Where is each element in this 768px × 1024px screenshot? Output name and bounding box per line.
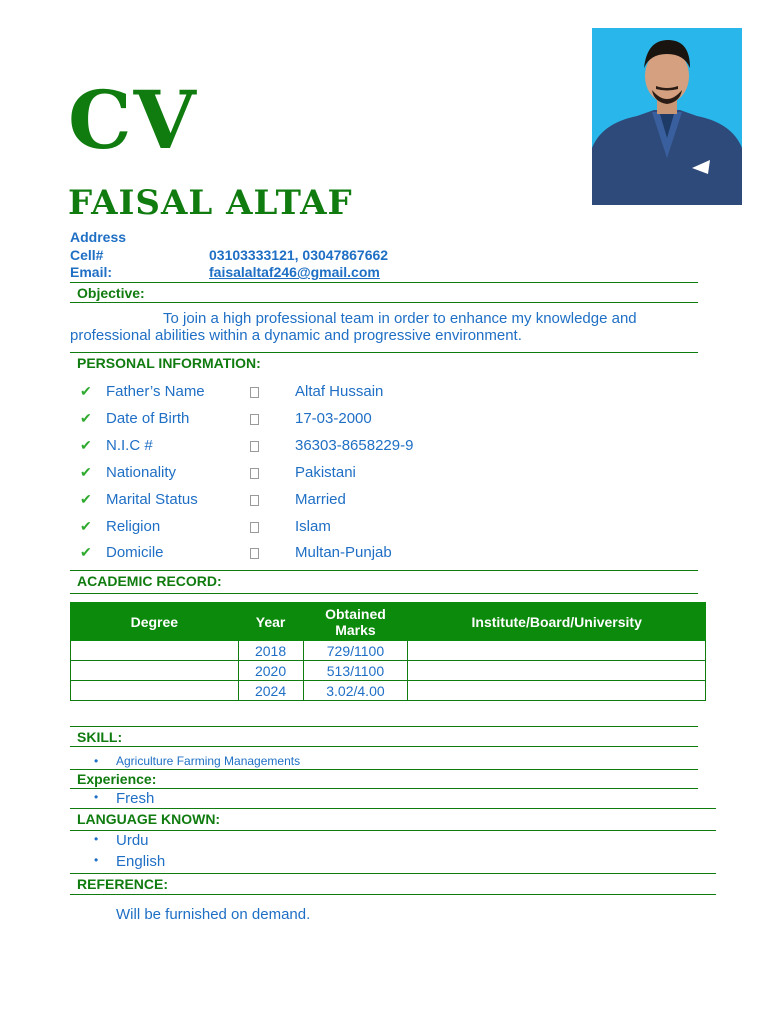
objective-line-2: professional abilities within a dynamic and progressive environment. [70,327,522,344]
language-item-text: Urdu [116,832,149,849]
cell-institute [408,681,706,701]
table-row [71,681,706,701]
placeholder-box-icon [250,495,259,506]
address-label: Address [70,229,127,245]
personal-key: Nationality [106,464,177,481]
profile-photo [592,28,742,205]
personal-key: Marital Status [106,491,198,508]
experience-item-text: Fresh [116,790,155,807]
personal-value: Altaf Hussain [295,383,384,400]
personal-value: 17-03-2000 [295,410,372,427]
personal-key: Religion [106,518,161,535]
divider [70,726,698,727]
personal-key: Domicile [106,544,164,561]
column-header-year: Year [238,603,303,641]
language-item [94,832,149,849]
divider [70,282,698,283]
placeholder-box-icon [250,468,259,479]
personal-info-heading: PERSONAL INFORMATION: [77,355,261,371]
check-icon: ✔ [80,437,92,453]
check-icon: ✔ [80,491,92,507]
objective-heading: Objective: [77,285,145,301]
cv-title: CV [68,73,198,167]
experience-item [94,790,155,807]
personal-value: Islam [295,518,331,535]
language-item [94,853,166,870]
cell-year: 2018 [238,641,303,661]
check-icon: ✔ [80,410,92,426]
check-icon: ✔ [80,383,92,399]
placeholder-box-icon [250,441,259,452]
experience-heading: Experience: [77,771,157,787]
table-header-row [71,603,706,641]
divider [70,302,698,303]
language-item-text: English [116,853,166,870]
personal-value: Married [295,491,346,508]
cell-marks: 729/1100 [303,641,408,661]
cell-degree [71,661,239,681]
column-header-marks-line-2: Marks [335,621,376,638]
table-row [71,641,706,661]
language-heading: LANGUAGE KNOWN: [77,811,221,827]
personal-key: N.I.C # [106,437,153,454]
divider [70,746,698,747]
personal-key: Father’s Name [106,383,205,400]
placeholder-box-icon [250,414,259,425]
divider [70,570,698,571]
academic-table [70,602,706,701]
divider [70,894,716,895]
objective-line-1: To join a high professional team in order to enhance my knowledge and [163,310,637,327]
cell-marks: 3.02/4.00 [303,681,408,701]
cell-institute [408,641,706,661]
column-header-degree: Degree [71,603,239,641]
bullet-icon: • [94,754,99,768]
divider [70,808,716,809]
personal-key: Date of Birth [106,410,190,427]
divider [70,788,698,789]
divider [70,830,716,831]
email-link[interactable]: faisalaltaf246@gmail.com [209,264,380,280]
personal-value: 36303-8658229-9 [295,437,414,454]
check-icon: ✔ [80,544,92,560]
academic-heading: ACADEMIC RECORD: [77,573,222,589]
divider [70,769,698,770]
cell-degree [71,641,239,661]
personal-value: Pakistani [295,464,356,481]
skill-item-text: Agriculture Farming Managements [116,754,301,768]
divider [70,593,698,594]
column-header-marks [303,603,408,641]
reference-heading: REFERENCE: [77,876,169,892]
cell-year: 2024 [238,681,303,701]
cell-marks: 513/1100 [303,661,408,681]
cell-institute [408,661,706,681]
check-icon: ✔ [80,518,92,534]
bullet-icon: • [94,832,99,846]
skill-heading: SKILL: [77,729,123,745]
divider [70,352,698,353]
column-header-institute: Institute/Board/University [408,603,706,641]
placeholder-box-icon [250,522,259,533]
check-icon: ✔ [80,464,92,480]
personal-value: Multan-Punjab [295,544,392,561]
candidate-name: FAISAL ALTAF [68,183,353,223]
email-label: Email: [70,264,113,280]
table-row [71,661,706,681]
bullet-icon: • [94,853,99,867]
cell-year: 2020 [238,661,303,681]
cell-label: Cell# [70,247,104,263]
divider [70,873,716,874]
reference-text: Will be furnished on demand. [116,906,311,923]
placeholder-box-icon [250,548,259,559]
cell-value: 03103333121, 03047867662 [209,247,389,263]
placeholder-box-icon [250,387,259,398]
cell-degree [71,681,239,701]
bullet-icon: • [94,790,99,804]
skill-item [94,754,301,768]
column-header-marks-line-1: Obtained [325,605,386,622]
person-portrait-icon [592,28,742,205]
